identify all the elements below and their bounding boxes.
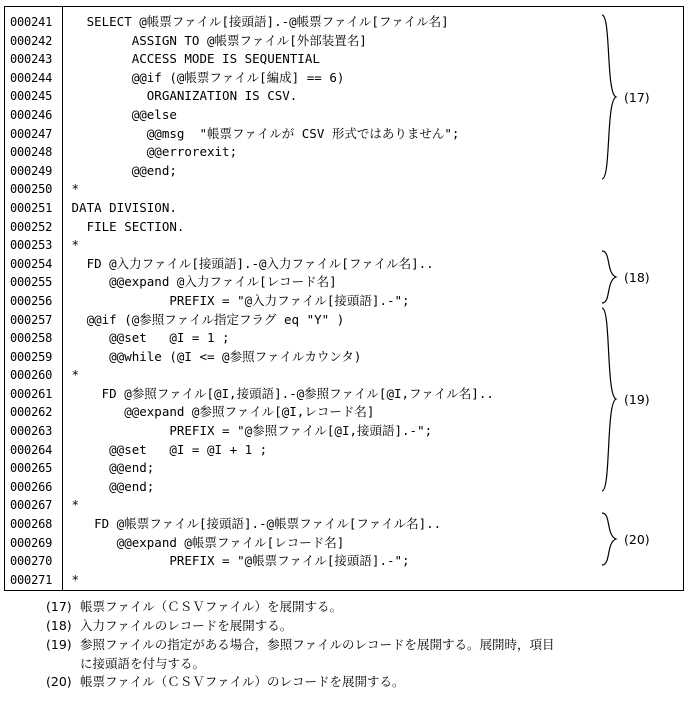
curly-brace-icon xyxy=(600,249,622,305)
line-number: 000259 xyxy=(10,349,53,364)
line-text: @@end; xyxy=(64,478,155,494)
line-number: 000267 xyxy=(10,498,53,513)
brace-annotation-19 xyxy=(600,306,650,493)
line-text: @@set @I = @I + 1 ; xyxy=(64,441,268,457)
code-line xyxy=(5,311,683,330)
footnote-number: (18) xyxy=(46,618,72,633)
line-text: PREFIX = "@入力ファイル[接頭語].-"; xyxy=(64,292,410,308)
brace-annotation-20 xyxy=(600,511,650,567)
code-line xyxy=(5,125,683,144)
line-number: 000253 xyxy=(10,238,53,253)
line-number: 000245 xyxy=(10,89,53,104)
line-number: 000242 xyxy=(10,33,53,48)
code-line xyxy=(5,180,683,199)
line-number: 000263 xyxy=(10,424,53,439)
code-line xyxy=(5,162,683,181)
line-number: 000256 xyxy=(10,293,53,308)
brace-label: (20) xyxy=(624,531,650,547)
line-text: @@expand @帳票ファイル[レコード名] xyxy=(64,534,345,550)
line-number: 000243 xyxy=(10,52,53,67)
footnote-text: 帳票ファイル（ＣＳＶファイル）のレコードを展開する。 xyxy=(80,674,405,689)
line-text: @@errorexit; xyxy=(64,144,238,160)
line-text: DATA DIVISION. xyxy=(64,199,177,215)
line-text: SELECT @帳票ファイル[接頭語].-@帳票ファイル[ファイル名] xyxy=(64,14,449,29)
code-line xyxy=(5,69,683,88)
line-text: @@if (@参照ファイル指定フラグ eq "Y" ) xyxy=(64,311,345,327)
line-number: 000266 xyxy=(10,479,53,494)
line-text: @@set @I = 1 ; xyxy=(64,330,230,346)
footnote-text: 帳票ファイル（ＣＳＶファイル）を展開する。 xyxy=(80,599,343,614)
line-text: FD @入力ファイル[接頭語].-@入力ファイル[ファイル名].. xyxy=(64,255,434,271)
footnote-number: (17) xyxy=(46,599,72,614)
code-line xyxy=(5,236,683,255)
line-number: 000265 xyxy=(10,461,53,476)
line-text: FD @帳票ファイル[接頭語].-@帳票ファイル[ファイル名].. xyxy=(64,516,442,532)
line-text: @@end; xyxy=(64,460,155,476)
line-text: @@end; xyxy=(64,162,177,178)
code-line xyxy=(5,478,683,497)
line-text: * xyxy=(64,237,80,253)
code-line xyxy=(5,515,683,534)
footnote-item xyxy=(46,636,676,654)
line-number: 000269 xyxy=(10,535,53,550)
code-line xyxy=(5,87,683,106)
line-number: 000247 xyxy=(10,126,53,141)
line-text: @@expand @参照ファイル[@I,レコード名] xyxy=(64,404,375,420)
line-text: * xyxy=(64,497,80,513)
line-text: ASSIGN TO @帳票ファイル[外部装置名] xyxy=(64,32,367,48)
code-line xyxy=(5,255,683,274)
line-number: 000260 xyxy=(10,368,53,383)
code-line xyxy=(5,459,683,478)
line-number: 000248 xyxy=(10,145,53,160)
line-text: PREFIX = "@帳票ファイル[接頭語].-"; xyxy=(64,553,410,569)
line-number: 000254 xyxy=(10,256,53,271)
brace-annotation-18 xyxy=(600,249,650,305)
brace-label: (17) xyxy=(624,89,650,105)
code-line xyxy=(5,496,683,515)
footnote-item xyxy=(46,598,676,616)
line-text: @@msg "帳票ファイルが CSV 形式ではありません"; xyxy=(64,125,460,141)
footnote-number: (20) xyxy=(46,674,72,689)
code-line xyxy=(5,531,683,553)
line-text: FD @参照ファイル[@I,接頭語].-@参照ファイル[@I,ファイル名].. xyxy=(64,385,494,401)
line-number: 000258 xyxy=(10,331,53,346)
code-line xyxy=(5,329,683,348)
footnote-list xyxy=(46,598,676,692)
footnote-item xyxy=(46,617,676,635)
line-number: 000262 xyxy=(10,405,53,420)
code-line xyxy=(5,366,683,385)
line-text: @@else xyxy=(64,106,177,122)
code-line xyxy=(5,199,683,218)
footnote-text: 入力ファイルのレコードを展開する。 xyxy=(80,618,293,633)
line-text: * xyxy=(64,367,80,383)
line-number: 000264 xyxy=(10,442,53,457)
footnote-number: (19) xyxy=(46,637,72,652)
line-number: 000271 xyxy=(10,572,53,587)
line-number: 000261 xyxy=(10,386,53,401)
line-text: ORGANIZATION IS CSV. xyxy=(64,88,298,104)
footnote-text: 参照ファイルの指定がある場合，参照ファイルのレコードを展開する。展開時，項目 xyxy=(80,637,555,652)
code-line xyxy=(5,273,683,292)
line-number: 000246 xyxy=(10,107,53,122)
curly-brace-icon xyxy=(600,511,622,567)
code-line xyxy=(5,552,683,571)
line-number: 000249 xyxy=(10,163,53,178)
line-text: @@expand @入力ファイル[レコード名] xyxy=(64,274,337,290)
line-number: 000268 xyxy=(10,517,53,532)
line-number: 000251 xyxy=(10,200,53,215)
code-line xyxy=(5,13,683,32)
code-line xyxy=(5,292,683,311)
line-number: 000244 xyxy=(10,70,53,85)
code-line xyxy=(5,106,683,125)
line-number: 000257 xyxy=(10,312,53,327)
code-line xyxy=(5,32,683,51)
line-text: * xyxy=(64,571,80,587)
line-number: 000255 xyxy=(10,275,53,290)
line-text: FILE SECTION. xyxy=(64,218,185,234)
brace-label: (18) xyxy=(624,269,650,285)
curly-brace-icon xyxy=(600,306,622,493)
line-number: 000270 xyxy=(10,554,53,569)
code-lines xyxy=(5,13,683,589)
brace-annotation-17 xyxy=(600,13,650,181)
code-line xyxy=(5,218,683,237)
line-text: @@if (@帳票ファイル[編成] == 6) xyxy=(64,69,345,85)
line-number: 000241 xyxy=(10,15,53,29)
line-text: * xyxy=(64,181,80,197)
line-number: 000250 xyxy=(10,182,53,197)
code-line xyxy=(5,403,683,422)
code-line xyxy=(5,348,683,367)
footnote-item xyxy=(46,673,676,691)
line-text: @@while (@I <= @参照ファイルカウンタ) xyxy=(64,348,362,364)
curly-brace-icon xyxy=(600,13,622,181)
brace-label: (19) xyxy=(624,392,650,407)
code-line xyxy=(5,143,683,162)
code-line xyxy=(5,50,683,69)
line-text: ACCESS MODE IS SEQUENTIAL xyxy=(64,51,320,67)
code-line xyxy=(5,441,683,460)
code-line xyxy=(5,422,683,441)
code-line xyxy=(5,385,683,404)
code-line xyxy=(5,571,683,590)
line-text: PREFIX = "@参照ファイル[@I,接頭語].-"; xyxy=(64,423,433,439)
footnote-continuation: に接頭語を付与する。 xyxy=(80,656,206,671)
line-number: 000252 xyxy=(10,219,53,234)
code-listing-box xyxy=(4,6,684,591)
